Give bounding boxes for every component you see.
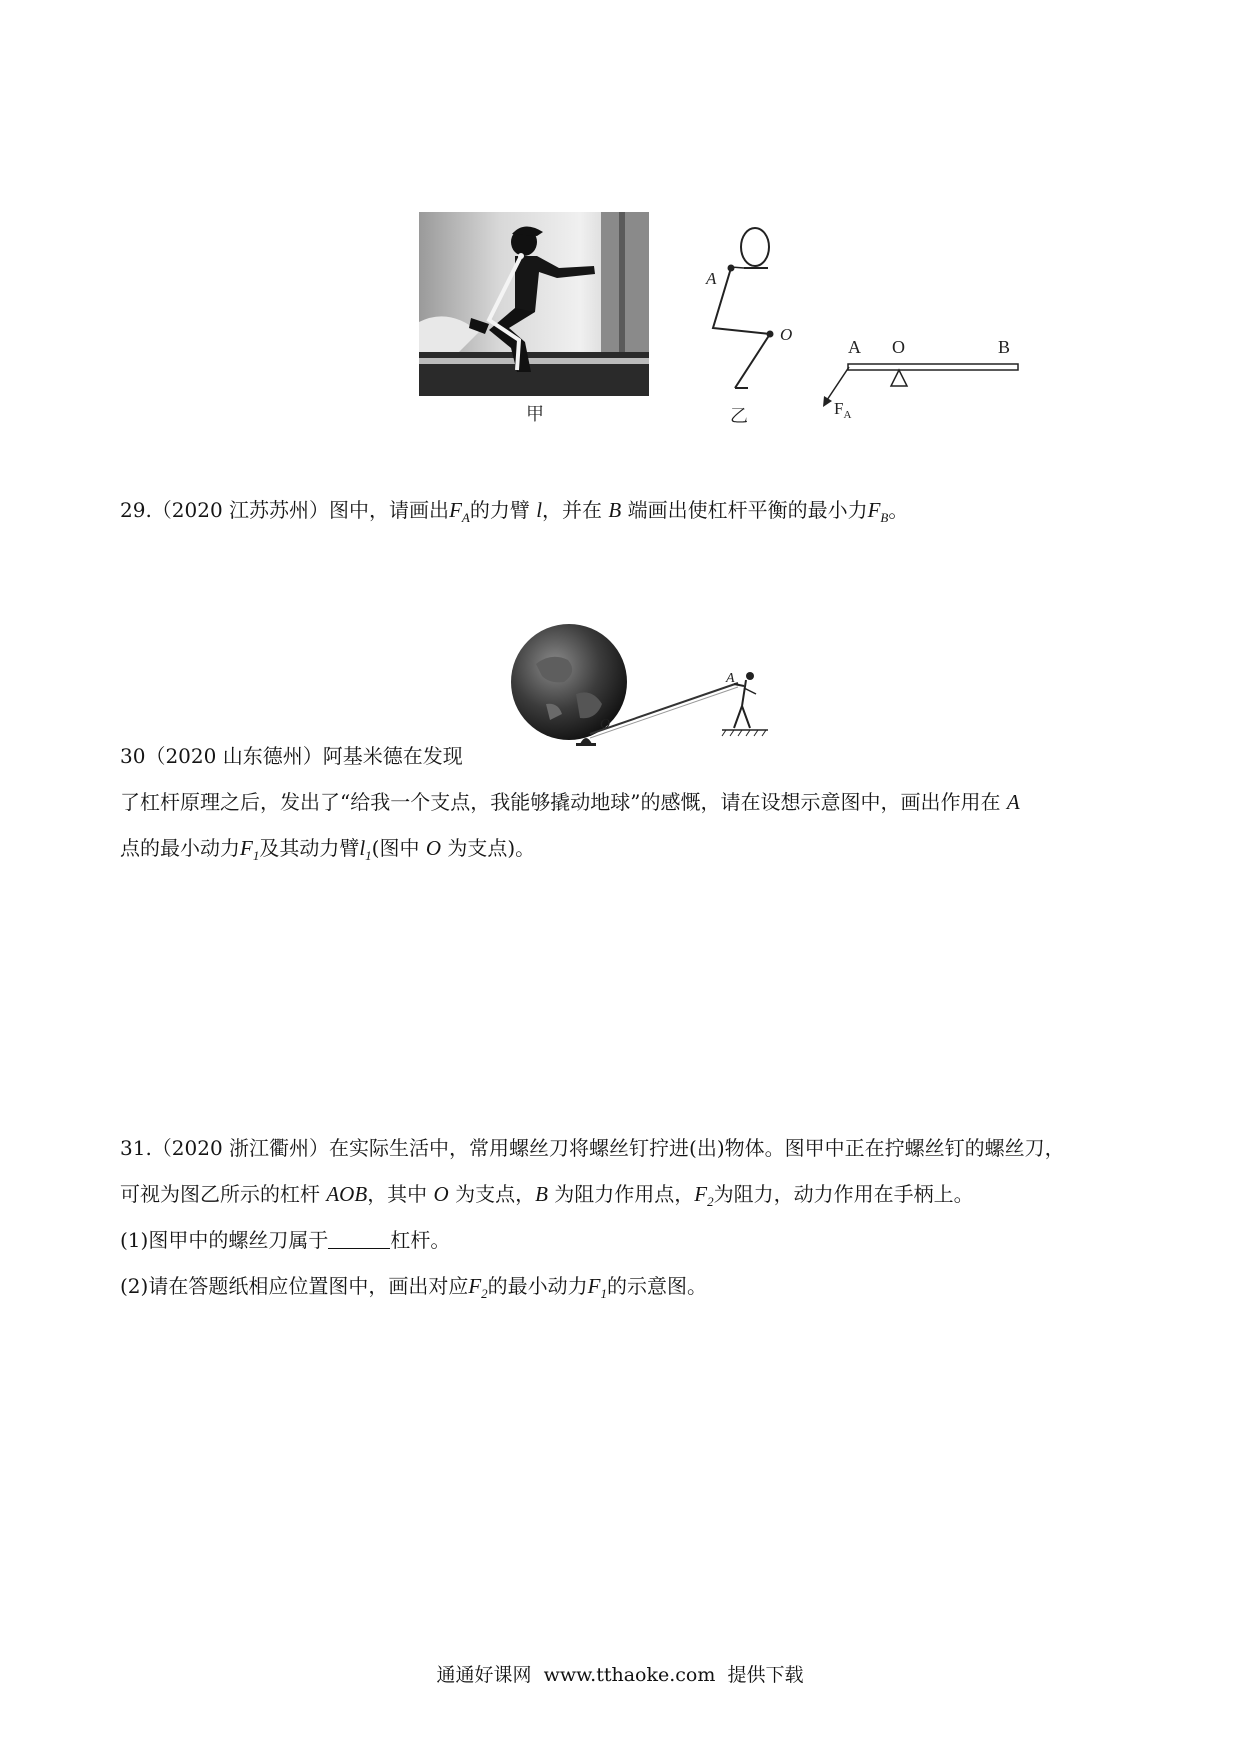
question-31-part-2: (2)请在答题纸相应位置图中，画出对应$F_2$的最小动力$F_1$的示意图。 [120,1274,707,1301]
question-30-line-1: 30（2020 山东德州）阿基米德在发现 [120,744,463,768]
lever-label-a: A [848,337,861,357]
earth-label-o: O [600,717,611,732]
lever-label-o: O [892,337,905,357]
earth-label-a: A [726,671,735,686]
question-31-line-1: 31.（2020 浙江衢州）在实际生活中，常用螺丝刀将螺丝钉拧进(出)物体。图甲中正在拧螺丝钉的螺丝刀， [120,1136,1065,1160]
figure-jia-caption: 甲 [526,404,544,425]
question-30-line-3: 点的最小动力$F_1$及其动力臂$l_1$(图中 O 为支点)。 [120,836,536,863]
question-30-line-2: 了杠杆原理之后，发出了“给我一个支点，我能够撬动地球”的感慨，请在设想示意图中，画出作用在 A [120,790,1020,814]
figure-jia-photo [419,212,649,396]
lever-force-subscript: A [843,409,852,420]
lever-label-b: B [998,337,1011,357]
question-29: 29.（2020 江苏苏州）图中，请画出$F_A$的力臂 l，并在 B 端画出使杠杆平衡的最小力$F_B$。 [120,498,909,525]
question-31-part-1: (1)图甲中的螺丝刀属于 杠杆。 [120,1228,451,1252]
lever-diagram [808,330,1026,420]
page-footer: 通通好课网 www.tthaoke.com 提供下载 [436,1664,804,1686]
lever-force-label: $F_A$ [834,399,852,420]
answer-blank [328,1228,390,1249]
figure-yi-caption: 乙 [730,406,748,427]
earth-lever-figure [506,624,782,746]
stick-label-o: O [780,325,793,344]
stick-label-a: A [706,269,717,288]
question-31-line-2: 可视为图乙所示的杠杆 AOB，其中 O 为支点，B 为阻力作用点，$F_2$为阻力，动力作用在手柄上。 [120,1182,974,1209]
figure-yi-stick-diagram [698,224,808,392]
